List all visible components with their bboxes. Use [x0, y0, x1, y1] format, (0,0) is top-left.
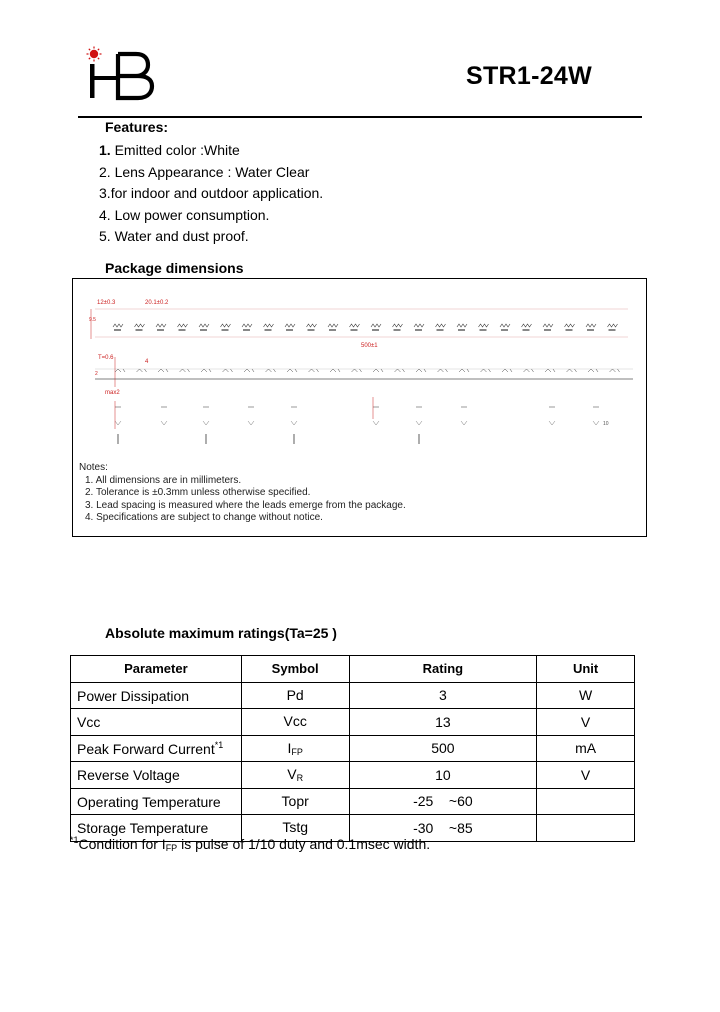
table-row: [71, 682, 635, 709]
led-element: [500, 324, 510, 327]
dim-label: 12±0.3: [97, 300, 116, 306]
led-element: [458, 329, 465, 331]
led-element: [567, 369, 577, 372]
led-element: [416, 369, 426, 372]
part-number: STR1-24W: [466, 62, 593, 90]
led-element: [135, 324, 145, 327]
led-element: [415, 329, 422, 331]
led-element: [457, 324, 467, 327]
led-element: [608, 324, 618, 327]
col-header: Parameter: [71, 656, 242, 683]
led-element: [329, 329, 336, 331]
led-element: [286, 329, 293, 331]
note-item: 1. All dimensions are in millimeters.: [85, 474, 242, 486]
features-list: [99, 140, 323, 248]
led-element: [437, 329, 444, 331]
led-element: [524, 369, 534, 372]
unit-cell: [537, 788, 635, 815]
component-mark: [161, 421, 167, 425]
unit-cell: V: [537, 762, 635, 789]
component-mark: [593, 421, 599, 425]
led-element: [308, 329, 315, 331]
package-notes: [79, 462, 406, 525]
symbol-cell: $I_{FP}$: [241, 735, 349, 762]
led-element: [351, 329, 358, 331]
dim-label: T=0.6: [98, 355, 114, 361]
led-element: [586, 324, 596, 327]
led-element: [522, 324, 532, 327]
features-heading: Features:: [105, 119, 169, 135]
col-header: Unit: [537, 656, 635, 683]
dim-label: max2: [105, 390, 120, 396]
component-mark: [461, 421, 467, 425]
led-element: [352, 369, 362, 372]
led-element: [395, 369, 405, 372]
dim-label: 20.1±0.2: [145, 300, 169, 306]
dim-label: 500±1: [361, 343, 378, 349]
ratings-table: [70, 655, 635, 842]
component-mark: [115, 421, 121, 425]
led-element: [459, 369, 469, 372]
unit-cell: V: [537, 709, 635, 736]
led-element: [501, 329, 508, 331]
led-element: [414, 324, 424, 327]
b-letter: [118, 54, 152, 98]
led-element: [394, 329, 401, 331]
led-element: [479, 324, 489, 327]
led-element: [180, 369, 190, 372]
led-element: [157, 329, 164, 331]
symbol-cell: Tstg: [241, 815, 349, 842]
led-element: [544, 329, 551, 331]
feature-item: 1. Emitted color :White: [99, 142, 240, 158]
led-element: [158, 369, 168, 372]
symbol-cell: Vcc: [241, 709, 349, 736]
led-element: [373, 369, 383, 372]
table-row: [71, 709, 635, 736]
led-element: [566, 329, 573, 331]
led-element: [199, 324, 209, 327]
notes-heading: Notes:: [79, 462, 108, 473]
symbol-cell: $V_R$: [241, 762, 349, 789]
component-mark: [549, 421, 555, 425]
led-element: [371, 324, 381, 327]
param-cell: Reverse Voltage: [71, 762, 242, 789]
header-rule: [78, 116, 642, 118]
led-element: [609, 329, 616, 331]
symbol-cell: Pd: [241, 682, 349, 709]
rating-cell: -25 ~60: [349, 788, 537, 815]
param-cell: Power Dissipation: [71, 682, 242, 709]
drawing-marks: [91, 309, 633, 444]
feature-item: 4. Low power consumption.: [99, 206, 270, 223]
hb-logo: [80, 46, 160, 102]
rating-cell: 500: [349, 735, 537, 762]
rating-cell: 13: [349, 709, 537, 736]
dim-label: 4: [145, 359, 149, 365]
note-item: 4. Specifications are subject to change without notice.: [85, 512, 323, 523]
led-element: [438, 369, 448, 372]
led-element: [223, 369, 233, 372]
led-element: [393, 324, 403, 327]
table-row: [71, 788, 635, 815]
unit-cell: W: [537, 682, 635, 709]
led-element: [610, 369, 620, 372]
led-element: [309, 369, 319, 372]
h-letter: [90, 64, 120, 98]
package-drawing: [73, 279, 646, 459]
led-element: [178, 324, 188, 327]
component-mark: [248, 421, 254, 425]
table-footnote: $^{*1}$Condition for $I_{FP}$ is pulse of 1/10 duty and 0.1msec width.: [70, 835, 431, 853]
note-item: 2. Tolerance is ±0.3mm unless otherwise specified.: [85, 487, 311, 498]
param-cell: Storage Temperature: [71, 815, 242, 842]
led-element: [136, 329, 143, 331]
led-element: [113, 324, 123, 327]
led-element: [243, 329, 250, 331]
feature-item: 2. Lens Appearance : Water Clear: [99, 163, 310, 180]
package-heading: Package dimensions: [105, 260, 244, 276]
symbol-cell: Topr: [241, 788, 349, 815]
component-mark: [373, 421, 379, 425]
led-element: [287, 369, 297, 372]
component-mark: [416, 421, 422, 425]
led-element: [436, 324, 446, 327]
led-element: [330, 369, 340, 372]
led-element: [179, 329, 186, 331]
led-element: [587, 329, 594, 331]
note-item: 3. Lead spacing is measured where the leads emerge from the package.: [85, 499, 406, 511]
led-element: [265, 329, 272, 331]
package-drawing-box: [72, 278, 647, 537]
rating-cell: 10: [349, 762, 537, 789]
led-element: [200, 329, 207, 331]
rating-cell: 3: [349, 682, 537, 709]
led-element: [285, 324, 295, 327]
dim-label: 2: [95, 371, 98, 377]
table-row: [71, 762, 635, 789]
feature-item: 5. Water and dust proof.: [99, 228, 249, 245]
rating-cell: -30 ~85: [349, 815, 537, 842]
sun-icon: [87, 47, 102, 62]
ratings-heading: Absolute maximum ratings(Ta=25 ): [105, 625, 337, 641]
led-element: [114, 329, 121, 331]
dim-label: 10: [603, 421, 609, 427]
unit-cell: [537, 815, 635, 842]
led-element: [156, 324, 166, 327]
led-element: [328, 324, 338, 327]
table-row: [71, 735, 635, 762]
led-element: [115, 369, 125, 372]
led-element: [565, 324, 575, 327]
param-cell: Operating Temperature: [71, 788, 242, 815]
param-cell: Peak Forward Current$^{*1}$: [71, 735, 242, 762]
led-element: [307, 324, 317, 327]
col-header: Symbol: [241, 656, 349, 683]
led-element: [244, 369, 254, 372]
led-element: [545, 369, 555, 372]
param-cell: Vcc: [71, 709, 242, 736]
component-mark: [291, 421, 297, 425]
led-element: [242, 324, 252, 327]
table-header-row: [71, 656, 635, 683]
unit-cell: mA: [537, 735, 635, 762]
led-element: [372, 329, 379, 331]
led-element: [523, 329, 530, 331]
led-element: [480, 329, 487, 331]
led-element: [481, 369, 491, 372]
led-element: [543, 324, 553, 327]
component-mark: [203, 421, 209, 425]
dim-label: 9.5: [89, 317, 96, 323]
led-element: [350, 324, 360, 327]
col-header: Rating: [349, 656, 537, 683]
led-element: [264, 324, 274, 327]
led-element: [137, 369, 147, 372]
led-element: [588, 369, 598, 372]
led-element: [502, 369, 512, 372]
led-element: [221, 324, 231, 327]
led-element: [222, 329, 229, 331]
led-element: [266, 369, 276, 372]
led-element: [201, 369, 211, 372]
feature-item: 3.for indoor and outdoor application.: [99, 185, 324, 202]
